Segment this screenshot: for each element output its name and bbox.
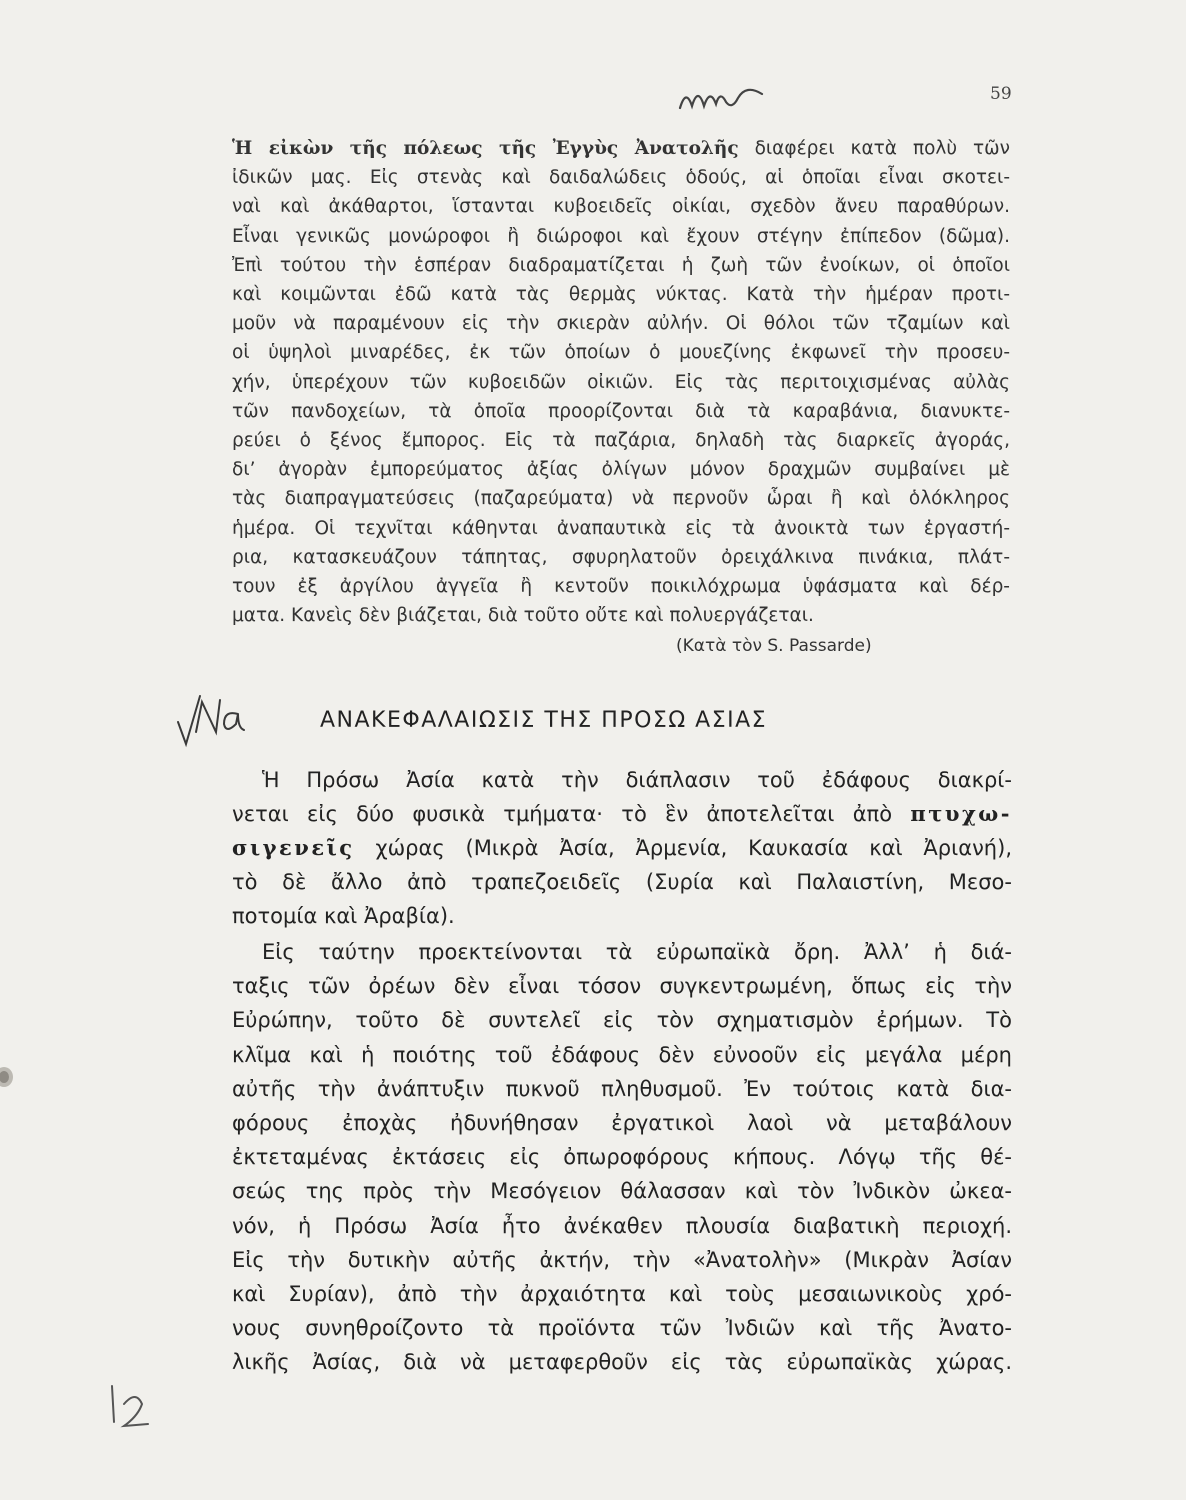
summary-line: Εὐρώπην, τοῦτο δὲ συντελεῖ εἰς τὸν σχηματισμὸν ἐρήμων. Τὸ [232,1008,1012,1033]
summary-line: αὐτῆς τὴν ἀνάπτυξιν πυκνοῦ πληθυσμοῦ. Ἐν τούτοις κατὰ δια- [232,1076,1012,1101]
page-number: 59 [990,84,1012,104]
summary-line: σιγενεῖς χώρας (Μικρὰ Ἀσία, Ἀρμενία, Καυκασία καὶ Ἀριανή), [232,835,1012,860]
passage-line: Εἶναι γενικῶς μονώροφοι ἢ διώροφοι καὶ ἔχουν στέγην ἐπίπεδον (δῶμα). [232,225,1010,247]
summary-line: ἐκτεταμένας ἐκτάσεις εἰς ὀπωροφόρους κήπους. Λόγῳ τῆς θέ- [232,1145,1012,1170]
summary-paragraph-1 [232,763,1012,933]
summary-line: Εἰς ταύτην προεκτείνονται τὰ εὐρωπαϊκὰ ὄρη. Ἀλλ’ ἡ διά- [262,940,1012,964]
summary-line: Εἰς τὴν δυτικὴν αὐτῆς ἀκτήν, τὴν «Ἀνατολὴν» (Μικρὰν Ἀσίαν [232,1247,1012,1272]
passage-line: ναὶ καὶ ἀκάθαρτοι, ἵστανται κυβοειδεῖς οἰκίαι, σχεδὸν ἄνευ παραθύρων. [232,196,1010,218]
summary-line: φόρους ἐποχὰς ἠδυνήθησαν ἐργατικοὶ λαοὶ νὰ μεταβάλουν [232,1111,1012,1136]
passage-line: τῶν πανδοχείων, τὰ ὁποῖα προορίζονται διὰ τὰ καραβάνια, διανυκτε- [232,400,1010,422]
passage-lead-phrase: Ἡ εἰκὼν τῆς πόλεως τῆς Ἐγγὺς Ἀνατολῆς [232,138,739,159]
summary-paragraph-2 [232,935,1012,1380]
passage-line: καὶ κοιμῶνται ἐδῶ κατὰ τὰς θερμὰς νύκτας. Κατὰ τὴν ἡμέραν προτι- [232,284,1010,306]
passage-line: ἰδικῶν μας. Εἰς στενὰς καὶ δαιδαλώδεις ὁδούς, αἱ ὁποῖαι εἶναι σκοτει- [232,167,1010,189]
handwritten-initials-icon [676,80,766,116]
summary-line: ποτομία καὶ Ἀραβία). [232,904,455,928]
passage-line: χήν, ὑπερέχουν τῶν κυβοειδῶν οἰκιῶν. Εἰς τὰς περιτοιχισμένας αὐλὰς [232,371,1010,393]
summary-line: ταξις τῶν ὀρέων δὲν εἶναι τόσον συγκεντρωμένη, ὅπως εἰς τὴν [232,974,1012,999]
reading-passage [232,134,1010,630]
passage-line: ἡμέρα. Οἱ τεχνῖται κάθηνται ἀναπαυτικὰ εἰς τὰ ἀνοικτὰ των ἐργαστή- [232,517,1010,539]
passage-line: τὰς διαπραγματεύσεις (παζαρεύματα) νὰ περνοῦν ὧραι ἢ καὶ ὁλόκληρος [232,488,1010,510]
passage-line: Ἡ εἰκὼν τῆς πόλεως τῆς Ἐγγὺς Ἀνατολῆς διαφέρει κατὰ πολὺ τῶν [232,138,1010,159]
passage-line: τουν ἐξ ἀργίλου ἀγγεῖα ἢ κεντοῦν ποικιλόχρωμα ὑφάσματα καὶ δέρ- [232,576,1010,598]
handwritten-corner-note-icon [106,1382,152,1430]
section-heading: ΑΝΑΚΕΦΑΛΑΙΩΣΙΣ ΤΗΣ ΠΡΟΣΩ ΑΣΙΑΣ [320,708,768,733]
passage-source: (Κατὰ τὸν S. Passarde) [676,636,872,656]
passage-line: ρεύει ὁ ξένος ἔμπορος. Εἰς τὰ παζάρια, δηλαδὴ τὰς διαρκεῖς ἀγοράς, [232,430,1010,452]
summary-line: νεται εἰς δύο φυσικὰ τμήματα· τὸ ἓν ἀποτελεῖται ἀπὸ πτυχω- [232,801,1012,826]
key-term: πτυχω- [910,801,1012,826]
key-term: σιγενεῖς [232,835,355,860]
passage-line: ρια, κατασκευάζουν τάπητας, σφυρηλατοῦν ὀρειχάλκινα πινάκια, πλάτ- [232,546,1010,568]
passage-line: μοῦν νὰ παραμένουν εἰς τὴν σκιερὰν αὐλήν. Οἱ θόλοι τῶν τζαμίων καὶ [232,313,1010,335]
passage-line: Ἐπὶ τούτου τὴν ἑσπέραν διαδραματίζεται ἡ ζωὴ τῶν ἐνοίκων, οἱ ὁποῖοι [232,254,1010,276]
binding-hole-icon [0,1064,20,1090]
summary-line: νους συνηθροίζοντο τὰ προϊόντα τῶν Ἰνδιῶν καὶ τῆς Ἀνατο- [232,1316,1012,1341]
summary-line: καὶ Συρίαν), ἀπὸ τὴν ἀρχαιότητα καὶ τοὺς μεσαιωνικοὺς χρό- [232,1282,1012,1307]
summary-line: Ἡ Πρόσω Ἀσία κατὰ τὴν διάπλασιν τοῦ ἐδάφους διακρί- [262,768,1012,792]
passage-line: δι’ ἀγορὰν ἐμπορεύματος ἀξίας ὀλίγων μόνον δραχμῶν συμβαίνει μὲ [232,459,1010,481]
passage-line: οἱ ὑψηλοὶ μιναρέδες, ἐκ τῶν ὁποίων ὁ μουεζίνης ἐκφωνεῖ τὴν προσευ- [232,342,1010,364]
summary-line: λικῆς Ἀσίας, διὰ νὰ μεταφερθοῦν εἰς τὰς εὐρωπαϊκὰς χώρας. [232,1350,1012,1375]
summary-line: κλῖμα καὶ ἡ ποιότης τοῦ ἐδάφους δὲν εὐνοοῦν εἰς μεγάλα μέρη [232,1042,1012,1067]
passage-line: ματα. Κανεὶς δὲν βιάζεται, διὰ τοῦτο οὔτε καὶ πολυεργάζεται. [232,605,814,627]
summary-line: νόν, ἡ Πρόσω Ἀσία ἦτο ἀνέκαθεν πλουσία διαβατικὴ περιοχή. [232,1213,1012,1238]
summary-line: σεώς της πρὸς τὴν Μεσόγειον θάλασσαν καὶ τὸν Ἰνδικὸν ὠκεα- [232,1179,1012,1204]
handwritten-margin-note-icon [172,692,252,750]
summary-line: τὸ δὲ ἄλλο ἀπὸ τραπεζοειδεῖς (Συρία καὶ Παλαιστίνη, Μεσο- [232,870,1012,894]
